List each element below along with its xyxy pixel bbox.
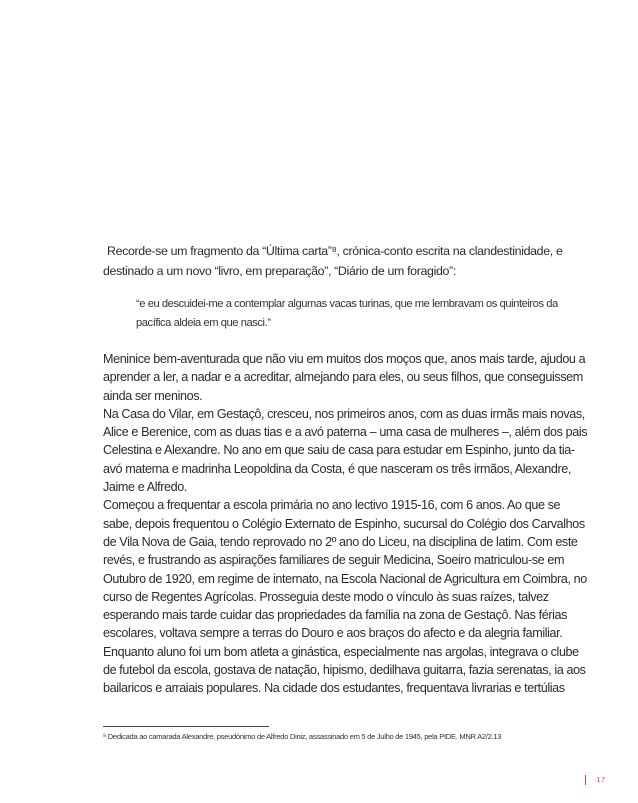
block-quote: “e eu descuidei-me a contemplar algumas vacas turinas, que me lembravam os quinteiros da pacífica aldeia em que nasci.” [136, 298, 558, 329]
intro-line-1: Recorde-se um fragmento da “Última carta”⁸, crónica-conto escrita na clandestinidade, e [107, 244, 563, 258]
footnote: ⁸ Dedicada ao camarada Alexandre, pseudónimo de Alfredo Diniz, assassinado em 5 de Julho de 1945, pela PIDE. MNR A2/2.13 [103, 732, 502, 741]
page-number: 17 [585, 775, 613, 785]
paragraph-casa-do-vilar: Na Casa do Vilar, em Gestaçô, cresceu, nos primeiros anos, com as duas irmãs mais novas, Alice e Berenice, com as duas tias e a avó paterna – uma casa de mulheres –, além dos pais Celestina e Alexandre. No ano em que saiu de casa para estudar em Espinho, junto da tia-avó materna e madrinha Leopoldina da Costa, é que nasceram os três irmãos, Alexandre, Jaime e Alfredo. [103, 406, 588, 495]
intro-paragraph [103, 241, 583, 281]
paragraph-schooling: Começou a frequentar a escola primária no ano lectivo 1915-16, com 6 anos. Ao que se sabe, depois frequentou o Colégio Externato de Espinho, sucursal do Colégio dos Carvalhos de Vila Nova de Gaia, tendo reprovado no 2º ano do Liceu, na disciplina de latim. Com este revés, e frustrando as aspirações familiares de seguir Medicina, Soeiro matriculou-se em Outubro de 1920, em regime de internato, na Escola Nacional de Agricultura em Coimbra, no curso de Regentes Agrícolas. Prosseguia deste modo o vínculo às suas raízes, talvez esperando mais tarde cuidar das propriedades da família na zona de Gestaçô. Nas férias escolares, voltava sempre a terras do Douro e aos braços do afecto e da alegria familiar. [103, 498, 587, 641]
footnote-divider [103, 726, 269, 727]
paragraph-childhood: Meninice bem-aventurada que não viu em muitos dos moços que, anos mais tarde, ajudou a aprender a ler, a nadar e a acreditar, almejando para eles, ou seus filhos, que conseguissem ainda ser meninos. [103, 352, 586, 403]
paragraph-student-life: Enquanto aluno foi um bom atleta a ginástica, especialmente nas argolas, integrava o clube de futebol da escola, gostava de natação, hipismo, dedilhava guitarra, fazia serenatas, ia aos bailaricos e arraiais populares. Na cidade dos estudantes, frequentava livrarias e tertúlias [103, 644, 586, 696]
body-text [103, 350, 589, 698]
intro-line-2: destinado a um novo “livro, em preparação”, “Diário de um foragido”: [103, 264, 456, 278]
